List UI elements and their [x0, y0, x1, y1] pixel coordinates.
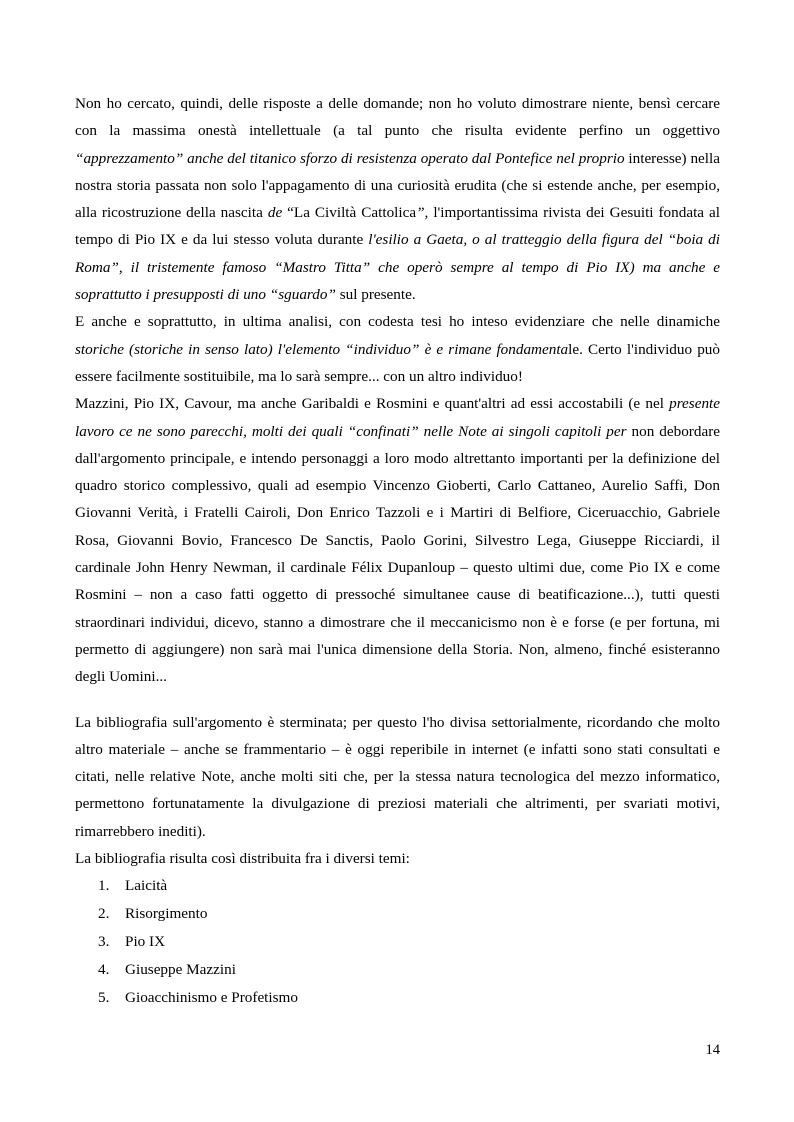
list-item-label: Pio IX [125, 932, 166, 950]
list-item [98, 900, 720, 928]
list-item-label: Gioacchinismo e Profetismo [125, 988, 298, 1006]
list-item-number: 3. [98, 932, 110, 950]
list-item [98, 872, 720, 900]
page-body [75, 90, 720, 1011]
bibliography-topic-list [75, 872, 720, 1011]
text-run: Non ho cercato, quindi, delle risposte a delle domande; non ho voluto dimostrare niente, bensì cercare con la massima onestà intellettuale (a tal punto che risulta evidente perfino un oggettivo [75, 95, 720, 140]
text-run: non debordare dall'argomento principale, e intendo personaggi a loro modo altrettanto importanti per la definizione del quadro storico complessivo, quali ad esempio Vincenzo Gioberti, Carlo Cattaneo, Aurelio Saffi, Don Giovanni Verità, i Fratelli Cairoli, Don Enrico Tazzoli e i Martiri di Belfiore, Ciceruacchio, Gabriele Rosa, Giovanni Bovio, Francesco De Sanctis, Paolo Gorini, Silvestro Lega, Giuseppe Ricciardi, il cardinale John Henry Newman, il cardinale Félix Dupanloup – questo ultimi due, come Pio IX e come Rosmini – non a caso fatti oggetto di pressoché simultanee cause di beatificazione...), tutti questi straordinari individui, dicevo, stanno a dimostrare che il meccanicismo non è e forse (e per fortuna, mi permetto di aggiungere) non sarà mai l'unica dimensione della Storia. Non, almeno, finché esisteranno degli Uomini... [75, 422, 720, 686]
text-run: interesse) nella nostra storia passata non solo l'appagamento di una curiosità erudita (che si estende anche, per esempio, alla ricostruzione della nascita [75, 149, 720, 222]
text-run: “La Civiltà Cattolica [282, 204, 417, 222]
list-item [98, 928, 720, 956]
paragraph-individual [75, 308, 720, 390]
paragraph-gap [75, 691, 720, 709]
list-item-number: 1. [98, 877, 110, 895]
text-run: Mazzini, Pio IX, Cavour, ma anche Garibaldi e Rosmini e quant'altri ad essi accostabili (e nel [75, 395, 670, 413]
page-number: 14 [705, 1042, 720, 1058]
text-run: sul presente. [335, 286, 416, 304]
list-item-label: Giuseppe Mazzini [125, 960, 236, 978]
paragraph-bibliography [75, 709, 720, 845]
paragraph-intent [75, 90, 720, 308]
list-intro: La bibliografia risulta così distribuita fra i diversi temi: [75, 850, 410, 868]
italic-text-run: de [267, 204, 283, 222]
text-run: E anche e soprattutto, in ultima analisi, con codesta tesi ho inteso evidenziare che nelle dinamiche [75, 313, 720, 331]
italic-text-run: presente lavoro ce ne sono parecchi, molti dei quali “confinati” nelle Note ai singoli capitoli per [75, 395, 720, 440]
text-run: La bibliografia sull'argomento è sterminata; per questo l'ho divisa settorialmente, ricordando che molto altro materiale – anche se frammentario – è oggi reperibile in internet (e infatti sono stati consultati e citati, nelle relative Note, anche molti siti che, per la stessa natura tecnologica del mezzo informatico, permettono fortunatamente la divulgazione di preziosi materiali che altrimenti, per svariati motivi, rimarrebbero inediti). [75, 713, 720, 840]
paragraph-figures [75, 390, 720, 690]
text-run: l'importantissima rivista dei Gesuiti fondata al tempo di Pio IX e da lui stesso voluta durante [75, 204, 720, 249]
text-run: le. Certo l'individuo può essere facilmente sostituibile, ma lo sarà sempre... con un altro individuo! [75, 340, 720, 385]
list-item-number: 5. [98, 988, 110, 1006]
list-item-number: 4. [98, 960, 110, 978]
italic-text-run: l'esilio a Gaeta, o al tratteggio della figura del “boia di Roma”, il tristemente famoso “Mastro Titta” che operò sempre al tempo di Pio IX) ma anche e soprattutto i presupposti di uno “sguardo” [75, 231, 720, 304]
italic-text-run: ”, [416, 204, 429, 222]
italic-text-run: storiche (storiche in senso lato) l'elemento “individuo” è e rimane fondamenta [75, 340, 569, 358]
list-item [98, 956, 720, 984]
italic-text-run: “apprezzamento” anche del titanico sforzo di resistenza operato dal Pontefice nel proprio [75, 149, 625, 167]
list-item-label: Laicità [125, 877, 168, 895]
list-item [98, 984, 720, 1012]
list-item-number: 2. [98, 905, 110, 923]
list-item-label: Risorgimento [125, 905, 208, 923]
